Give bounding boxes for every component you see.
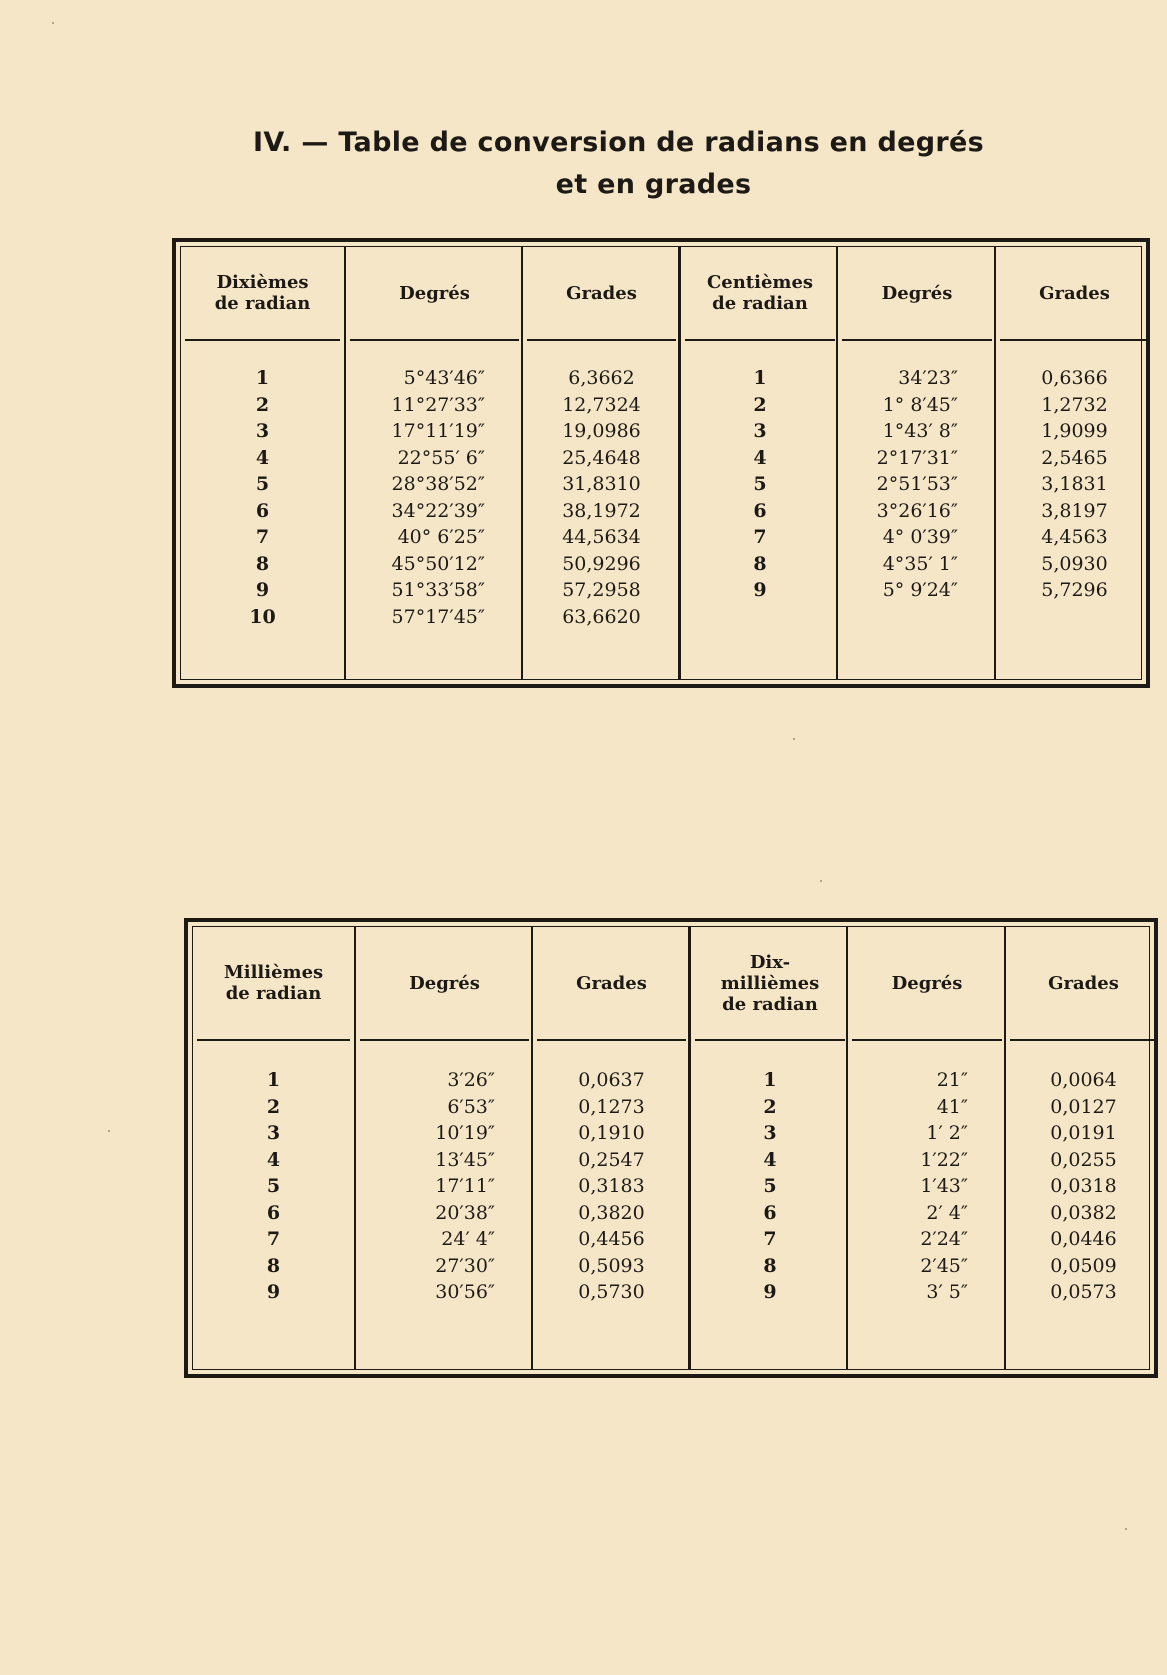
table-cell-degrees: 30′56″ xyxy=(435,1281,495,1303)
table-cell-degrees: 4° 0′39″ xyxy=(882,526,958,548)
column-header: Grades xyxy=(1048,972,1119,994)
table-cell-grades: 5,0930 xyxy=(1041,552,1108,575)
table-cell-degrees: 6′53″ xyxy=(447,1095,495,1118)
table-cell-degrees: 22°55′ 6″ xyxy=(397,446,485,469)
header-rule xyxy=(197,1039,350,1041)
left-column-degrees xyxy=(354,927,533,1369)
table-cell-number: 5 xyxy=(753,473,767,495)
table-cell-number: 9 xyxy=(763,1281,777,1303)
header-rule xyxy=(1000,339,1149,341)
table-cell-degrees: 51°33′58″ xyxy=(391,579,485,601)
table-cell-number: 4 xyxy=(255,446,270,469)
table-cell-number: 9 xyxy=(266,1281,281,1303)
table-cell-degrees: 24′ 4″ xyxy=(441,1228,495,1250)
table-cell-number: 6 xyxy=(255,499,270,522)
table-cell-grades: 25,4648 xyxy=(562,446,641,469)
table-cell-grades: 3,8197 xyxy=(1041,499,1108,522)
table-cell-grades: 4,4563 xyxy=(1041,526,1108,548)
conversion-table-tenths-hundredths xyxy=(172,238,1150,688)
table-cell-number: 3 xyxy=(255,420,270,442)
table-cell-grades: 19,0986 xyxy=(562,420,641,442)
table-cell-degrees: 2′ 4″ xyxy=(926,1201,968,1224)
table-cell-grades: 0,0127 xyxy=(1050,1095,1117,1118)
table-cell-grades: 2,5465 xyxy=(1041,446,1108,469)
table-cell-number: 1 xyxy=(255,367,270,389)
column-header: Grades xyxy=(566,282,637,304)
table-cell-grades: 0,6366 xyxy=(1041,367,1108,389)
table-cell-grades: 0,0382 xyxy=(1050,1201,1117,1224)
table-cell-grades: 57,2958 xyxy=(562,579,641,601)
table-cell-number: 7 xyxy=(255,526,270,548)
table-cell-grades: 0,5093 xyxy=(578,1254,645,1277)
table-cell-number: 3 xyxy=(753,420,767,442)
right-column-number xyxy=(688,927,849,1369)
table-cell-degrees: 20′38″ xyxy=(435,1201,495,1224)
header-rule xyxy=(527,339,676,341)
table-cell-degrees: 5° 9′24″ xyxy=(882,579,958,601)
table-cell-grades: 0,0637 xyxy=(578,1069,645,1091)
table-cell-grades: 0,1273 xyxy=(578,1095,645,1118)
column-header: Centièmes de radian xyxy=(706,272,814,314)
header-rule xyxy=(685,339,835,341)
table-cell-grades: 38,1972 xyxy=(562,499,641,522)
table-cell-degrees: 41″ xyxy=(936,1095,968,1118)
table-cell-degrees: 5°43′46″ xyxy=(403,367,485,389)
table-cell-number: 4 xyxy=(753,446,767,469)
table-cell-grades: 0,0318 xyxy=(1050,1175,1117,1197)
table-cell-grades: 1,2732 xyxy=(1041,393,1108,416)
table-cell-number: 5 xyxy=(266,1175,281,1197)
table-cell-degrees: 4°35′ 1″ xyxy=(882,552,958,575)
table-cell-number: 1 xyxy=(266,1069,281,1091)
table-cell-degrees: 34′23″ xyxy=(898,367,958,389)
header-rule xyxy=(185,339,340,341)
paper-speck xyxy=(108,1130,110,1132)
column-header: Degrés xyxy=(891,972,963,994)
table-cell-degrees: 1′43″ xyxy=(920,1175,968,1197)
table-cell-degrees: 57°17′45″ xyxy=(391,605,485,628)
table-inner-border xyxy=(180,246,1142,680)
table-cell-degrees: 27′30″ xyxy=(435,1254,495,1277)
header-rule xyxy=(360,1039,529,1041)
table-cell-number: 8 xyxy=(763,1254,777,1277)
left-column-number xyxy=(193,927,354,1369)
column-header: Grades xyxy=(1039,282,1110,304)
table-cell-degrees: 2′24″ xyxy=(920,1228,968,1250)
table-cell-grades: 63,6620 xyxy=(562,605,641,628)
table-inner-border xyxy=(192,926,1150,1370)
table-cell-grades: 0,1910 xyxy=(578,1122,645,1144)
table-cell-number: 7 xyxy=(763,1228,777,1250)
table-cell-number: 8 xyxy=(266,1254,281,1277)
table-cell-number: 6 xyxy=(763,1201,777,1224)
page-title-line-1: IV. — Table de conversion de radians en degrés xyxy=(253,127,984,158)
table-cell-degrees: 10′19″ xyxy=(435,1122,495,1144)
table-cell-number: 10 xyxy=(249,605,276,628)
table-cell-grades: 0,5730 xyxy=(578,1281,645,1303)
left-column-grades xyxy=(531,927,690,1369)
table-cell-number: 6 xyxy=(753,499,767,522)
left-column-degrees xyxy=(344,247,523,679)
paper-speck xyxy=(793,738,795,740)
table-cell-number: 2 xyxy=(753,393,767,416)
table-cell-grades: 5,7296 xyxy=(1041,579,1108,601)
table-cell-number: 3 xyxy=(763,1122,777,1144)
table-cell-degrees: 45°50′12″ xyxy=(391,552,485,575)
column-header: Degrés xyxy=(881,282,953,304)
table-cell-degrees: 2°51′53″ xyxy=(876,473,958,495)
header-rule xyxy=(350,339,519,341)
table-cell-grades: 0,0573 xyxy=(1050,1281,1117,1303)
table-cell-degrees: 17°11′19″ xyxy=(391,420,485,442)
table-cell-number: 4 xyxy=(266,1148,281,1171)
table-cell-degrees: 3′ 5″ xyxy=(926,1281,968,1303)
table-cell-grades: 0,0191 xyxy=(1050,1122,1117,1144)
header-rule xyxy=(852,1039,1002,1041)
table-cell-number: 5 xyxy=(255,473,270,495)
table-cell-degrees: 17′11″ xyxy=(435,1175,495,1197)
right-column-grades xyxy=(1004,927,1161,1369)
table-cell-grades: 50,9296 xyxy=(562,552,641,575)
table-cell-degrees: 40° 6′25″ xyxy=(397,526,485,548)
table-cell-number: 4 xyxy=(763,1148,777,1171)
right-column-grades xyxy=(994,247,1153,679)
table-cell-number: 7 xyxy=(753,526,767,548)
table-cell-grades: 0,3183 xyxy=(578,1175,645,1197)
table-cell-degrees: 2′45″ xyxy=(920,1254,968,1277)
table-cell-degrees: 28°38′52″ xyxy=(391,473,485,495)
paper-speck xyxy=(1125,1528,1127,1530)
table-cell-grades: 31,8310 xyxy=(562,473,641,495)
column-header: Grades xyxy=(576,972,647,994)
table-cell-degrees: 34°22′39″ xyxy=(391,499,485,522)
table-cell-degrees: 2°17′31″ xyxy=(876,446,958,469)
table-cell-grades: 0,2547 xyxy=(578,1148,645,1171)
table-cell-number: 2 xyxy=(255,393,270,416)
header-rule xyxy=(695,1039,845,1041)
table-cell-number: 1 xyxy=(763,1069,777,1091)
table-cell-grades: 1,9099 xyxy=(1041,420,1108,442)
table-cell-number: 3 xyxy=(266,1122,281,1144)
header-rule xyxy=(537,1039,686,1041)
table-cell-number: 5 xyxy=(763,1175,777,1197)
table-cell-grades: 6,3662 xyxy=(568,367,635,389)
table-cell-degrees: 1′22″ xyxy=(920,1148,968,1171)
table-cell-degrees: 13′45″ xyxy=(435,1148,495,1171)
table-cell-number: 2 xyxy=(266,1095,281,1118)
table-cell-degrees: 11°27′33″ xyxy=(391,393,485,416)
table-cell-number: 6 xyxy=(266,1201,281,1224)
header-rule xyxy=(842,339,992,341)
table-cell-grades: 0,0446 xyxy=(1050,1228,1117,1250)
table-cell-grades: 0,0255 xyxy=(1050,1148,1117,1171)
table-cell-grades: 3,1831 xyxy=(1041,473,1108,495)
table-cell-degrees: 3′26″ xyxy=(447,1069,495,1091)
conversion-table-thousandths-ten-thousandths xyxy=(184,918,1158,1378)
left-column-grades xyxy=(521,247,680,679)
table-cell-number: 9 xyxy=(753,579,767,601)
table-cell-grades: 0,0509 xyxy=(1050,1254,1117,1277)
table-cell-grades: 0,3820 xyxy=(578,1201,645,1224)
left-column-number xyxy=(181,247,344,679)
table-cell-degrees: 1′ 2″ xyxy=(926,1122,968,1144)
table-cell-number: 2 xyxy=(763,1095,777,1118)
table-cell-number: 9 xyxy=(255,579,270,601)
page-title-line-2: et en grades xyxy=(555,169,752,200)
right-column-degrees xyxy=(836,247,996,679)
right-column-number xyxy=(678,247,839,679)
table-cell-grades: 44,5634 xyxy=(562,526,641,548)
column-header: Millièmes de radian xyxy=(223,962,324,1004)
table-cell-number: 8 xyxy=(753,552,767,575)
column-header: Dixièmes de radian xyxy=(214,272,311,314)
page-title xyxy=(0,122,1167,206)
column-header: Dix- millièmes de radian xyxy=(720,951,820,1015)
table-cell-number: 8 xyxy=(255,552,270,575)
paper-speck xyxy=(52,22,54,24)
header-rule xyxy=(1010,1039,1157,1041)
table-cell-degrees: 3°26′16″ xyxy=(876,499,958,522)
table-cell-degrees: 1° 8′45″ xyxy=(882,393,958,416)
column-header: Degrés xyxy=(409,972,480,994)
table-cell-degrees: 1°43′ 8″ xyxy=(882,420,958,442)
table-cell-grades: 0,4456 xyxy=(578,1228,645,1250)
table-cell-degrees: 21″ xyxy=(936,1069,968,1091)
paper-speck xyxy=(820,880,822,882)
table-cell-number: 7 xyxy=(266,1228,281,1250)
column-header: Degrés xyxy=(399,282,470,304)
table-cell-grades: 12,7324 xyxy=(562,393,641,416)
table-cell-grades: 0,0064 xyxy=(1050,1069,1117,1091)
right-column-degrees xyxy=(846,927,1006,1369)
table-cell-number: 1 xyxy=(753,367,767,389)
